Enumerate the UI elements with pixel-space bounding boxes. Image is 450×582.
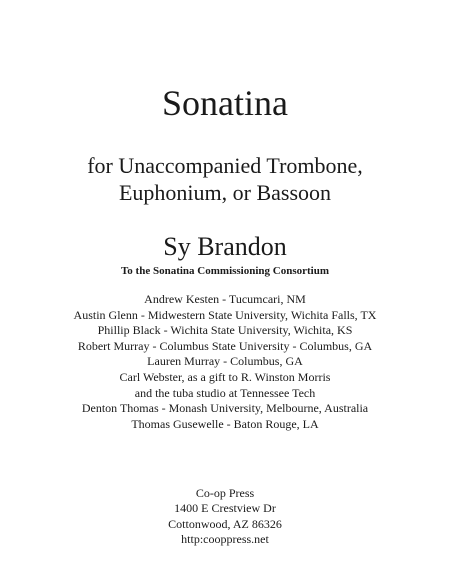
consortium-member: and the tuba studio at Tennessee Tech: [134, 385, 316, 400]
dedication-line: To the Sonatina Commissioning Consortium: [120, 265, 330, 277]
consortium-member: Carl Webster, as a gift to R. Winston Morris: [119, 369, 331, 384]
publisher-street: 1400 E Crestview Dr: [174, 501, 276, 516]
instrumentation-subtitle: [0, 152, 450, 206]
publisher-city: Cottonwood, AZ 86326: [168, 516, 282, 531]
consortium-member: Austin Glenn - Midwestern State University, Wichita Falls, TX: [73, 307, 377, 322]
work-title: Sonatina: [162, 83, 288, 123]
consortium-member: Robert Murray - Columbus State University - Columbus, GA: [77, 338, 373, 353]
composer-name: Sy Brandon: [163, 232, 287, 261]
publisher-name: Co-op Press: [195, 486, 255, 500]
consortium-list: [0, 292, 450, 432]
consortium-member: Thomas Gusewelle - Baton Rouge, LA: [131, 416, 319, 431]
publisher-block: [0, 486, 450, 547]
consortium-member: Lauren Murray - Columbus, GA: [147, 354, 303, 369]
subtitle-line: Euphonium, or Bassoon: [118, 180, 332, 205]
consortium-member: Andrew Kesten - Tucumcari, NM: [144, 292, 306, 306]
publisher-website: http:cooppress.net: [181, 531, 269, 546]
consortium-member: Phillip Black - Wichita State University, Wichita, KS: [97, 323, 353, 338]
subtitle-line: for Unaccompanied Trombone,: [87, 153, 363, 178]
consortium-member: Denton Thomas - Monash University, Melbourne, Australia: [81, 401, 369, 416]
